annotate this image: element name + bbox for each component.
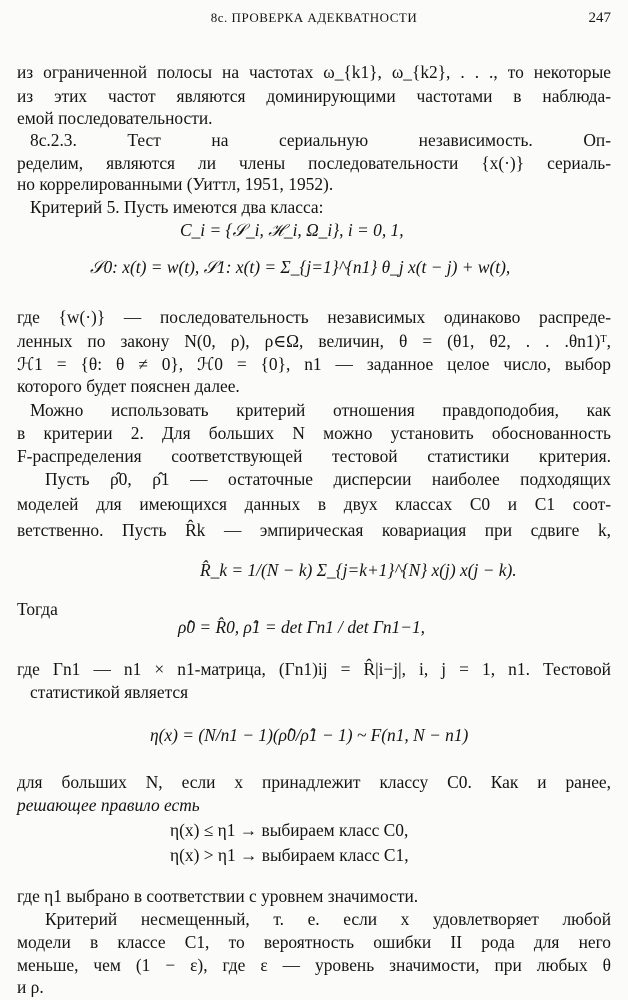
text-line: и ρ. <box>17 977 44 997</box>
text-line: меньше, чем (1 − ε), где ε — уровень значимости, при любых θ <box>17 955 611 975</box>
decision-rule-line-2: η(x) > η1 → выбираем класс C1, <box>170 845 409 865</box>
text-line: модели в классе C1, то вероятность ошибки II рода для него <box>17 932 611 952</box>
text-line: решающее правило есть <box>17 795 200 815</box>
formula-models <box>90 250 510 284</box>
text-line: для больших N, если x принадлежит классу C0. Как и ранее, <box>17 772 611 792</box>
text-line: ветственно. Пусть R̂k — эмпирическая ковариация при сдвиге k, <box>17 520 611 540</box>
formula-residuals: ρ̂0 = R̂0, ρ̂1 = det Γn1 / det Γn1−1, <box>178 617 426 637</box>
formula-covariance: R̂_k = 1/(N − k) Σ_{j=k+1}^{N} x(j) x(j − k). <box>200 560 517 580</box>
text-line: которого будет пояснен далее. <box>17 376 240 396</box>
text-line: ленных по закону N(0, ρ), ρ∈Ω, величин, θ = (θ1, θ2, . . .θn1)ᵀ, <box>17 331 611 351</box>
text-line: но коррелированными (Уиттл, 1951, 1952). <box>17 174 334 194</box>
text-line: где Γn1 — n1 × n1-матрица, (Γn1)ij = R̂|i−j|, i, j = 1, n1. Тестовой <box>17 659 611 679</box>
formula-classes: C_i = {𝒮_i, ℋ_i, Ω_i}, i = 0, 1, <box>180 220 404 240</box>
text-line: F-распределения соответствующей тестовой статистики критерия. <box>17 446 611 466</box>
header-title: 8с. ПРОВЕРКА АДЕКВАТНОСТИ <box>210 10 418 25</box>
formula-test-statistic: η(x) = (N/n1 − 1)(ρ̂0/ρ̂1 − 1) ~ F(n1, N − n1) <box>150 725 469 745</box>
text-line: ределим, являются ли члены последовательности {x(·)} сериаль- <box>17 153 611 173</box>
text-line: где {w(·)} — последовательность независимых одинаково распреде- <box>17 307 611 327</box>
text-line: в критерии 2. Для больших N можно установить обоснованность <box>17 423 611 443</box>
text-line: из ограниченной полосы на частотах ω_{k1}, ω_{k2}, . . ., то некоторые <box>17 62 611 82</box>
text-line: где η1 выбрано в соответствии с уровнем значимости. <box>17 886 419 906</box>
text-line: Пусть ρ̂0, ρ̂1 — остаточные дисперсии наиболее подходящих <box>45 469 611 489</box>
formula-decision-rule <box>170 818 409 868</box>
text-line: Критерий несмещенный, т. е. если x удовлетворяет любой <box>45 909 611 929</box>
text-line: статистикой является <box>30 682 189 702</box>
page-number: 247 <box>588 10 611 26</box>
text-line: Тогда <box>17 599 58 619</box>
text-line: из этих частот являются доминирующими частотами в наблюда- <box>17 86 611 106</box>
formula-models-text: 𝒮0: x(t) = w(t), 𝒮1: x(t) = Σ_{j=1}^{n1} θ_j x(t − j) + w(t), <box>90 257 511 277</box>
text-line: Можно использовать критерий отношения правдоподобия, как <box>30 400 611 420</box>
section-heading-line: 8с.2.3. Тест на сериальную независимость. Оп- <box>30 130 611 150</box>
criterion-line: Критерий 5. Пусть имеются два класса: <box>30 197 324 217</box>
text-line: моделей для имеющихся данных в двух классах C0 и C1 соот- <box>17 494 611 514</box>
text-line: ℋ1 = {θ: θ ≠ 0}, ℋ0 = {0}, n1 — заданное целое число, выбор <box>17 354 611 374</box>
running-header <box>17 10 611 32</box>
text-line: емой последовательности. <box>17 108 213 128</box>
decision-rule-line-1: η(x) ≤ η1 → выбираем класс C0, <box>170 820 409 840</box>
